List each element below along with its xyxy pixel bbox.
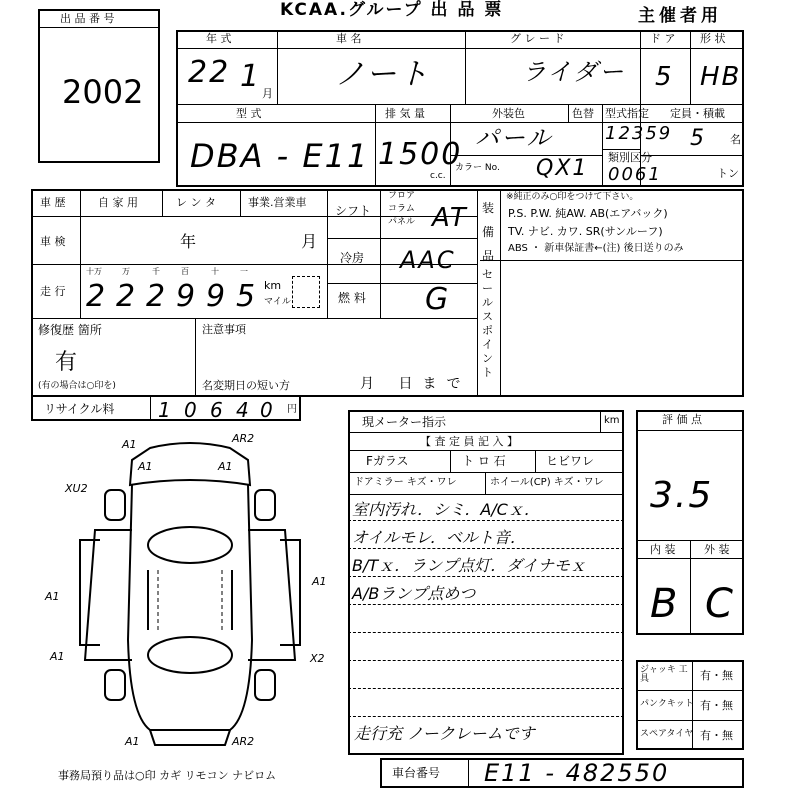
damage-mark: A1 bbox=[312, 575, 327, 588]
damage-mark: A1 bbox=[50, 650, 65, 663]
recycle-unit: 円 bbox=[287, 404, 297, 415]
remark-2: オイルモレ．ベルト音． bbox=[352, 528, 526, 547]
equipment-label: 装 備 品 bbox=[482, 201, 495, 263]
lot-number: 2002 bbox=[62, 73, 144, 111]
shift-opt-3: パネル bbox=[388, 217, 416, 227]
glass-label: Fガラス bbox=[366, 454, 409, 468]
history-opt-3: 事業.営業車 bbox=[248, 196, 307, 209]
colorno-label: カラー No. bbox=[455, 163, 500, 173]
equipment-note: ※純正のみ○印をつけて下さい。 bbox=[506, 192, 639, 202]
glass-chip: ト ロ 石 bbox=[462, 454, 506, 468]
year-value: 22 bbox=[188, 55, 231, 90]
tool-spare-value: 有・無 bbox=[700, 729, 733, 742]
chassis-label: 車台番号 bbox=[392, 766, 441, 780]
aircon-value: AAC bbox=[400, 246, 456, 274]
mile-label: マイル bbox=[264, 297, 291, 307]
damage-mark: AR2 bbox=[232, 735, 255, 748]
model-value: DBA - E11 bbox=[190, 137, 370, 175]
grade-label: グ レ ー ド bbox=[510, 32, 565, 45]
damage-mark: A1 bbox=[138, 460, 153, 473]
fuel-value: G bbox=[425, 282, 451, 317]
disp-label: 排 気 量 bbox=[385, 107, 425, 120]
tool-jack-value: 有・無 bbox=[700, 669, 733, 682]
shaken-label: 車 検 bbox=[40, 235, 66, 248]
rating-label: 評 価 点 bbox=[662, 413, 702, 426]
typedes-value: 12359 bbox=[605, 123, 673, 144]
name-label: 車 名 bbox=[336, 32, 362, 45]
sales-point-label: セールスポイント bbox=[482, 268, 493, 379]
km-label: km bbox=[264, 279, 282, 292]
expiry-value: 月 日まで bbox=[360, 376, 471, 392]
doors-label: ド ア bbox=[650, 32, 676, 45]
equipment-line-1: P.S. P.W. 純AW. AB(エアバック) bbox=[508, 207, 668, 220]
shift-value: AT bbox=[432, 203, 468, 233]
history-label: 車 歴 bbox=[40, 196, 66, 209]
repair-value: 有 bbox=[55, 350, 78, 375]
capacity-value: 5 bbox=[690, 126, 706, 151]
equipment-line-3: ABS ・ 新車保証書←(注) 後日送りのみ bbox=[508, 243, 684, 254]
disp-value: 1500 bbox=[378, 137, 463, 172]
glass-crack: ヒビワレ bbox=[546, 454, 595, 468]
disp-unit: c.c. bbox=[430, 171, 446, 181]
damage-mark: A1 bbox=[218, 460, 233, 473]
mile-box bbox=[292, 276, 320, 308]
shift-opt-1: フロア bbox=[388, 191, 416, 201]
interior-label: 内 装 bbox=[650, 543, 676, 556]
history-opt-1: 自 家 用 bbox=[98, 196, 138, 209]
history-opt-2: レ ン タ bbox=[176, 196, 216, 209]
shaken-value: 年 月 bbox=[180, 232, 368, 251]
footer-note: 事務局預り品は○印 カギ リモコン ナビロム bbox=[58, 769, 277, 782]
body-value: HB bbox=[700, 62, 742, 92]
doors-value: 5 bbox=[655, 62, 674, 92]
name-value: ノート bbox=[335, 57, 431, 92]
color-value: パール bbox=[475, 124, 553, 152]
repair-label: 修復歴 箇所 bbox=[38, 323, 102, 337]
wheel-label: ホイール(CP) キズ・ワレ bbox=[490, 477, 604, 488]
load-unit: トン bbox=[717, 167, 739, 180]
aircon-label: 冷房 bbox=[340, 251, 365, 265]
month-value: 1 bbox=[240, 59, 262, 94]
grade-value: ライダー bbox=[522, 58, 626, 86]
remark-3: B/Tｘ．ランプ点灯．ダイナモｘ bbox=[352, 556, 586, 575]
car-diagram bbox=[40, 430, 340, 760]
meter-label: 現メーター指示 bbox=[362, 415, 447, 429]
colorno-value: QX1 bbox=[536, 156, 589, 181]
expiry-label: 名変期日の短い方 bbox=[202, 379, 290, 392]
color-label: 外装色 bbox=[492, 107, 525, 120]
capacity-label: 定員・積載 bbox=[670, 107, 725, 120]
tool-puncture-label: パンクキット bbox=[640, 699, 694, 709]
inspector-footer: 走行充 ノークレームです bbox=[354, 724, 535, 743]
model-label: 型 式 bbox=[236, 107, 262, 120]
header-title: KCAA.グループ 出 品 票 bbox=[280, 0, 504, 20]
organizer-label: 主催者用 bbox=[638, 6, 722, 26]
remark-1: 室内汚れ．シミ．A/Cｘ． bbox=[352, 500, 540, 519]
typedes-label: 型式指定 bbox=[605, 107, 649, 120]
damage-mark: A1 bbox=[45, 590, 60, 603]
tool-puncture-value: 有・無 bbox=[700, 699, 733, 712]
color-change-label: 色替 bbox=[572, 107, 594, 120]
tool-spare-label: スペアタイヤ bbox=[640, 729, 694, 739]
lot-label: 出 品 番 号 bbox=[60, 12, 115, 25]
fuel-label: 燃 料 bbox=[338, 291, 366, 305]
mileage-label: 走 行 bbox=[40, 285, 66, 298]
cap-unit: 名 bbox=[730, 133, 741, 146]
shift-label: シフト bbox=[335, 204, 372, 218]
shift-opt-2: コラム bbox=[388, 204, 415, 214]
inspector-header: 【 査 定 員 記 入 】 bbox=[420, 435, 518, 448]
chassis-value: E11 - 482550 bbox=[484, 759, 670, 787]
recycle-label: リサイクル料 bbox=[44, 402, 115, 416]
damage-mark: XU2 bbox=[65, 482, 88, 495]
damage-mark: AR2 bbox=[232, 432, 255, 445]
damage-mark: A1 bbox=[122, 438, 137, 451]
remark-4: A/Bランプ点めつ bbox=[352, 584, 476, 603]
rating-score: 3.5 bbox=[650, 475, 714, 516]
meter-unit: km bbox=[604, 415, 620, 426]
month-unit: 月 bbox=[262, 87, 273, 100]
tool-jack-label: ジャッキ 工 具 bbox=[640, 665, 688, 684]
exterior-label: 外 装 bbox=[704, 543, 730, 556]
interior-value: B bbox=[650, 581, 680, 627]
class-label: 類別区分 bbox=[608, 151, 652, 164]
exterior-value: C bbox=[705, 581, 735, 627]
equipment-line-2: TV. ナビ. カワ. SR(サンルーフ) bbox=[508, 225, 663, 238]
year-label: 年 式 bbox=[206, 32, 232, 45]
repair-note: (有の場合は○印を) bbox=[38, 381, 116, 391]
damage-mark: X2 bbox=[310, 652, 325, 665]
class-value: 0061 bbox=[608, 164, 662, 185]
body-label: 形 状 bbox=[700, 32, 726, 45]
damage-mark: A1 bbox=[125, 735, 140, 748]
mirror-label: ドアミラー キズ・ワレ bbox=[354, 477, 457, 488]
notes-label: 注意事項 bbox=[202, 323, 246, 336]
